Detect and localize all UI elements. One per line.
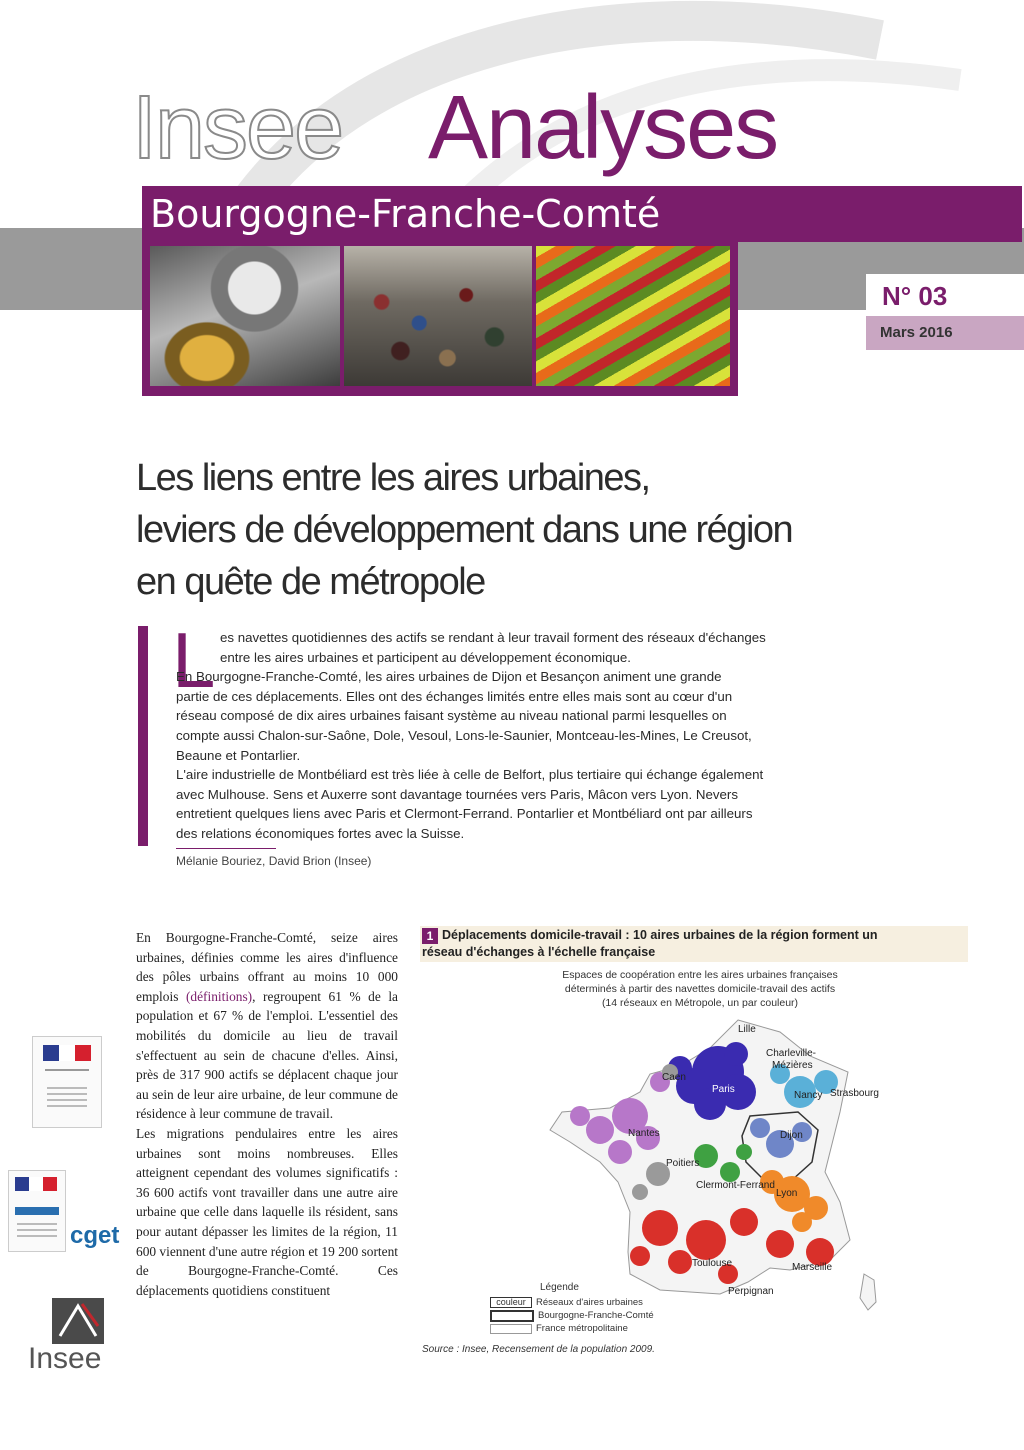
chapeau-line: avec Mulhouse. Sens et Auxerre sont davantage tournées vers Paris, Mâcon vers Lyon. Nevers bbox=[176, 786, 738, 802]
chapeau-line: entretient quelques liens avec Paris et Clermont-Ferrand. Pontarlier et Montbéliard ont par ailleurs bbox=[176, 806, 753, 822]
figure-source: Source : Insee, Recensement de la population 2009. bbox=[422, 1344, 655, 1355]
city-label-dijon: Dijon bbox=[780, 1130, 803, 1141]
cget-ministry-logo bbox=[8, 1170, 66, 1252]
photo-crowd bbox=[344, 246, 532, 386]
city-label-lille: Lille bbox=[738, 1024, 756, 1035]
definitions-link[interactable]: (définitions) bbox=[185, 988, 253, 1004]
figure-title-continued: réseau d'échanges à l'échelle française bbox=[422, 945, 656, 959]
chapeau-line: es navettes quotidiennes des actifs se rendant à leur travail forment des réseaux d'échanges bbox=[220, 630, 766, 645]
legend-swatch-colour: couleur bbox=[490, 1297, 532, 1308]
figure-subtitle bbox=[500, 968, 900, 1010]
city-label-nantes: Nantes bbox=[628, 1128, 660, 1139]
corsica-outline bbox=[860, 1274, 876, 1310]
chapeau-line: En Bourgogne-Franche-Comté, les aires urbaines de Dijon et Besançon animent une grande bbox=[176, 669, 722, 685]
prefecture-logo bbox=[32, 1036, 102, 1128]
legend-title: Légende bbox=[540, 1282, 579, 1293]
page-title bbox=[136, 452, 896, 608]
city-label-caen: Caen bbox=[662, 1072, 686, 1083]
city-label-poitiers: Poitiers bbox=[666, 1158, 700, 1169]
chapeau-dropcap: L bbox=[172, 616, 216, 704]
body-text-column bbox=[136, 928, 398, 1300]
chapeau-summary bbox=[176, 628, 866, 844]
chapeau-line: partie de ces déplacements. Elles ont des échanges limités entre elles mais sont au cœur d'un bbox=[176, 688, 733, 704]
insee-logo-icon bbox=[52, 1298, 104, 1344]
author-rule bbox=[176, 848, 276, 849]
figure-subtitle-line: (14 réseaux en Métropole, un par couleur) bbox=[601, 997, 799, 1009]
figure-title: Déplacements domicile-travail : 10 aires urbaines de la région forment un bbox=[442, 928, 878, 942]
title-line-2: leviers de développement dans une région bbox=[136, 509, 793, 551]
marianne-logo bbox=[33, 1037, 101, 1127]
city-label-mezieres: Mézières bbox=[772, 1060, 813, 1071]
author-byline: Mélanie Bouriez, David Brion (Insee) bbox=[176, 854, 372, 868]
chapeau-line: des relations économiques fortes avec la Suisse. bbox=[176, 825, 465, 841]
body-paragraph-2: Les migrations pendulaires entre les aires urbaines sont moins nombreuses. Elles atteignent cependant des volumes significatifs : 36 600 actifs vont travailler dans une autre aire urbaine que celle dans laquelle ils résident, sans pour autant dépasser les limites de la région, 11 600 viennent d'une autre région et 19 200 sortent de Bourgogne-Franche-Comté. Ces déplacements quotidiens constituent bbox=[136, 1125, 398, 1298]
city-label-perpignan: Perpignan bbox=[728, 1286, 774, 1297]
chapeau-line: L'aire industrielle de Montbéliard est très liée à celle de Belfort, plus tertiaire qui échange également bbox=[176, 767, 764, 783]
title-line-1: Les liens entre les aires urbaines, bbox=[136, 457, 650, 499]
marianne-logo-small bbox=[9, 1171, 65, 1251]
insee-logo-text: Insee bbox=[28, 1342, 102, 1375]
legend-label: France métropolitaine bbox=[536, 1323, 628, 1334]
body-text: En Bourgogne-Franche-Comté, seize aires urbaines, définies comme les aires d'influence des pôles urbains offrant au moins 10 000 emplois bbox=[136, 930, 398, 1004]
figure-subtitle-line: déterminés à partir des navettes domicile-travail des actifs bbox=[564, 983, 836, 995]
map-legend bbox=[490, 1296, 654, 1335]
legend-label: Bourgogne-Franche-Comté bbox=[538, 1310, 654, 1321]
photo-machinery bbox=[150, 246, 340, 386]
city-label-strasbourg: Strasbourg bbox=[830, 1088, 879, 1099]
chapeau-line: Beaune et Pontarlier. bbox=[176, 747, 301, 763]
legend-swatch-region bbox=[490, 1310, 534, 1322]
body-paragraph-1 bbox=[136, 928, 398, 1124]
figure-number: 1 bbox=[422, 928, 438, 944]
city-label-toulouse: Toulouse bbox=[692, 1258, 733, 1269]
photo-vineyard bbox=[536, 246, 730, 386]
france-network-map bbox=[480, 1012, 900, 1312]
city-label-nancy: Nancy bbox=[794, 1090, 823, 1101]
city-label-lyon: Lyon bbox=[776, 1188, 798, 1199]
body-text: , regroupent 61 % de la population et 67 % de l'emploi. L'essentiel des mobilités du domicile au lieu de travail s'effectuent au sein de chacune d'elles. Ainsi, près de 317 900 actifs se déplacent chaque jour au sein de leur aire urbaine, de leur commune de résidence à leur commune de travail. bbox=[136, 988, 399, 1122]
city-label-clermont: Clermont-Ferrand bbox=[696, 1180, 775, 1191]
brand-analyses: Analyses bbox=[428, 78, 778, 178]
legend-row-france bbox=[490, 1322, 654, 1335]
figure-subtitle-line: Espaces de coopération entre les aires urbaines françaises bbox=[562, 969, 838, 981]
city-label-marseille: Marseille bbox=[792, 1262, 833, 1273]
chapeau-line: compte aussi Chalon-sur-Saône, Dole, Vesoul, Lons-le-Saunier, Montceau-les-Mines, Le Creusot, bbox=[176, 727, 752, 743]
issue-number: N° 03 bbox=[882, 281, 948, 311]
cget-logo: cget bbox=[70, 1222, 120, 1249]
brand-insee: Insee bbox=[132, 78, 343, 178]
legend-row-networks bbox=[490, 1296, 654, 1309]
city-label-charleville: Charleville- bbox=[766, 1048, 817, 1059]
city-label-paris: Paris bbox=[712, 1084, 735, 1095]
region-title: Bourgogne-Franche-Comté bbox=[150, 192, 661, 236]
title-line-3: en quête de métropole bbox=[136, 561, 485, 603]
chapeau-line: réseau composé de dix aires urbaines faisant système au niveau national parmi lesquelles on bbox=[176, 708, 727, 724]
chapeau-line: entre les aires urbaines et participent au développement économique. bbox=[220, 649, 631, 665]
legend-swatch-france bbox=[490, 1324, 532, 1334]
issue-date: Mars 2016 bbox=[880, 324, 953, 341]
legend-row-region bbox=[490, 1309, 654, 1322]
chapeau-accent-bar bbox=[138, 626, 148, 846]
legend-label: Réseaux d'aires urbaines bbox=[536, 1297, 643, 1308]
